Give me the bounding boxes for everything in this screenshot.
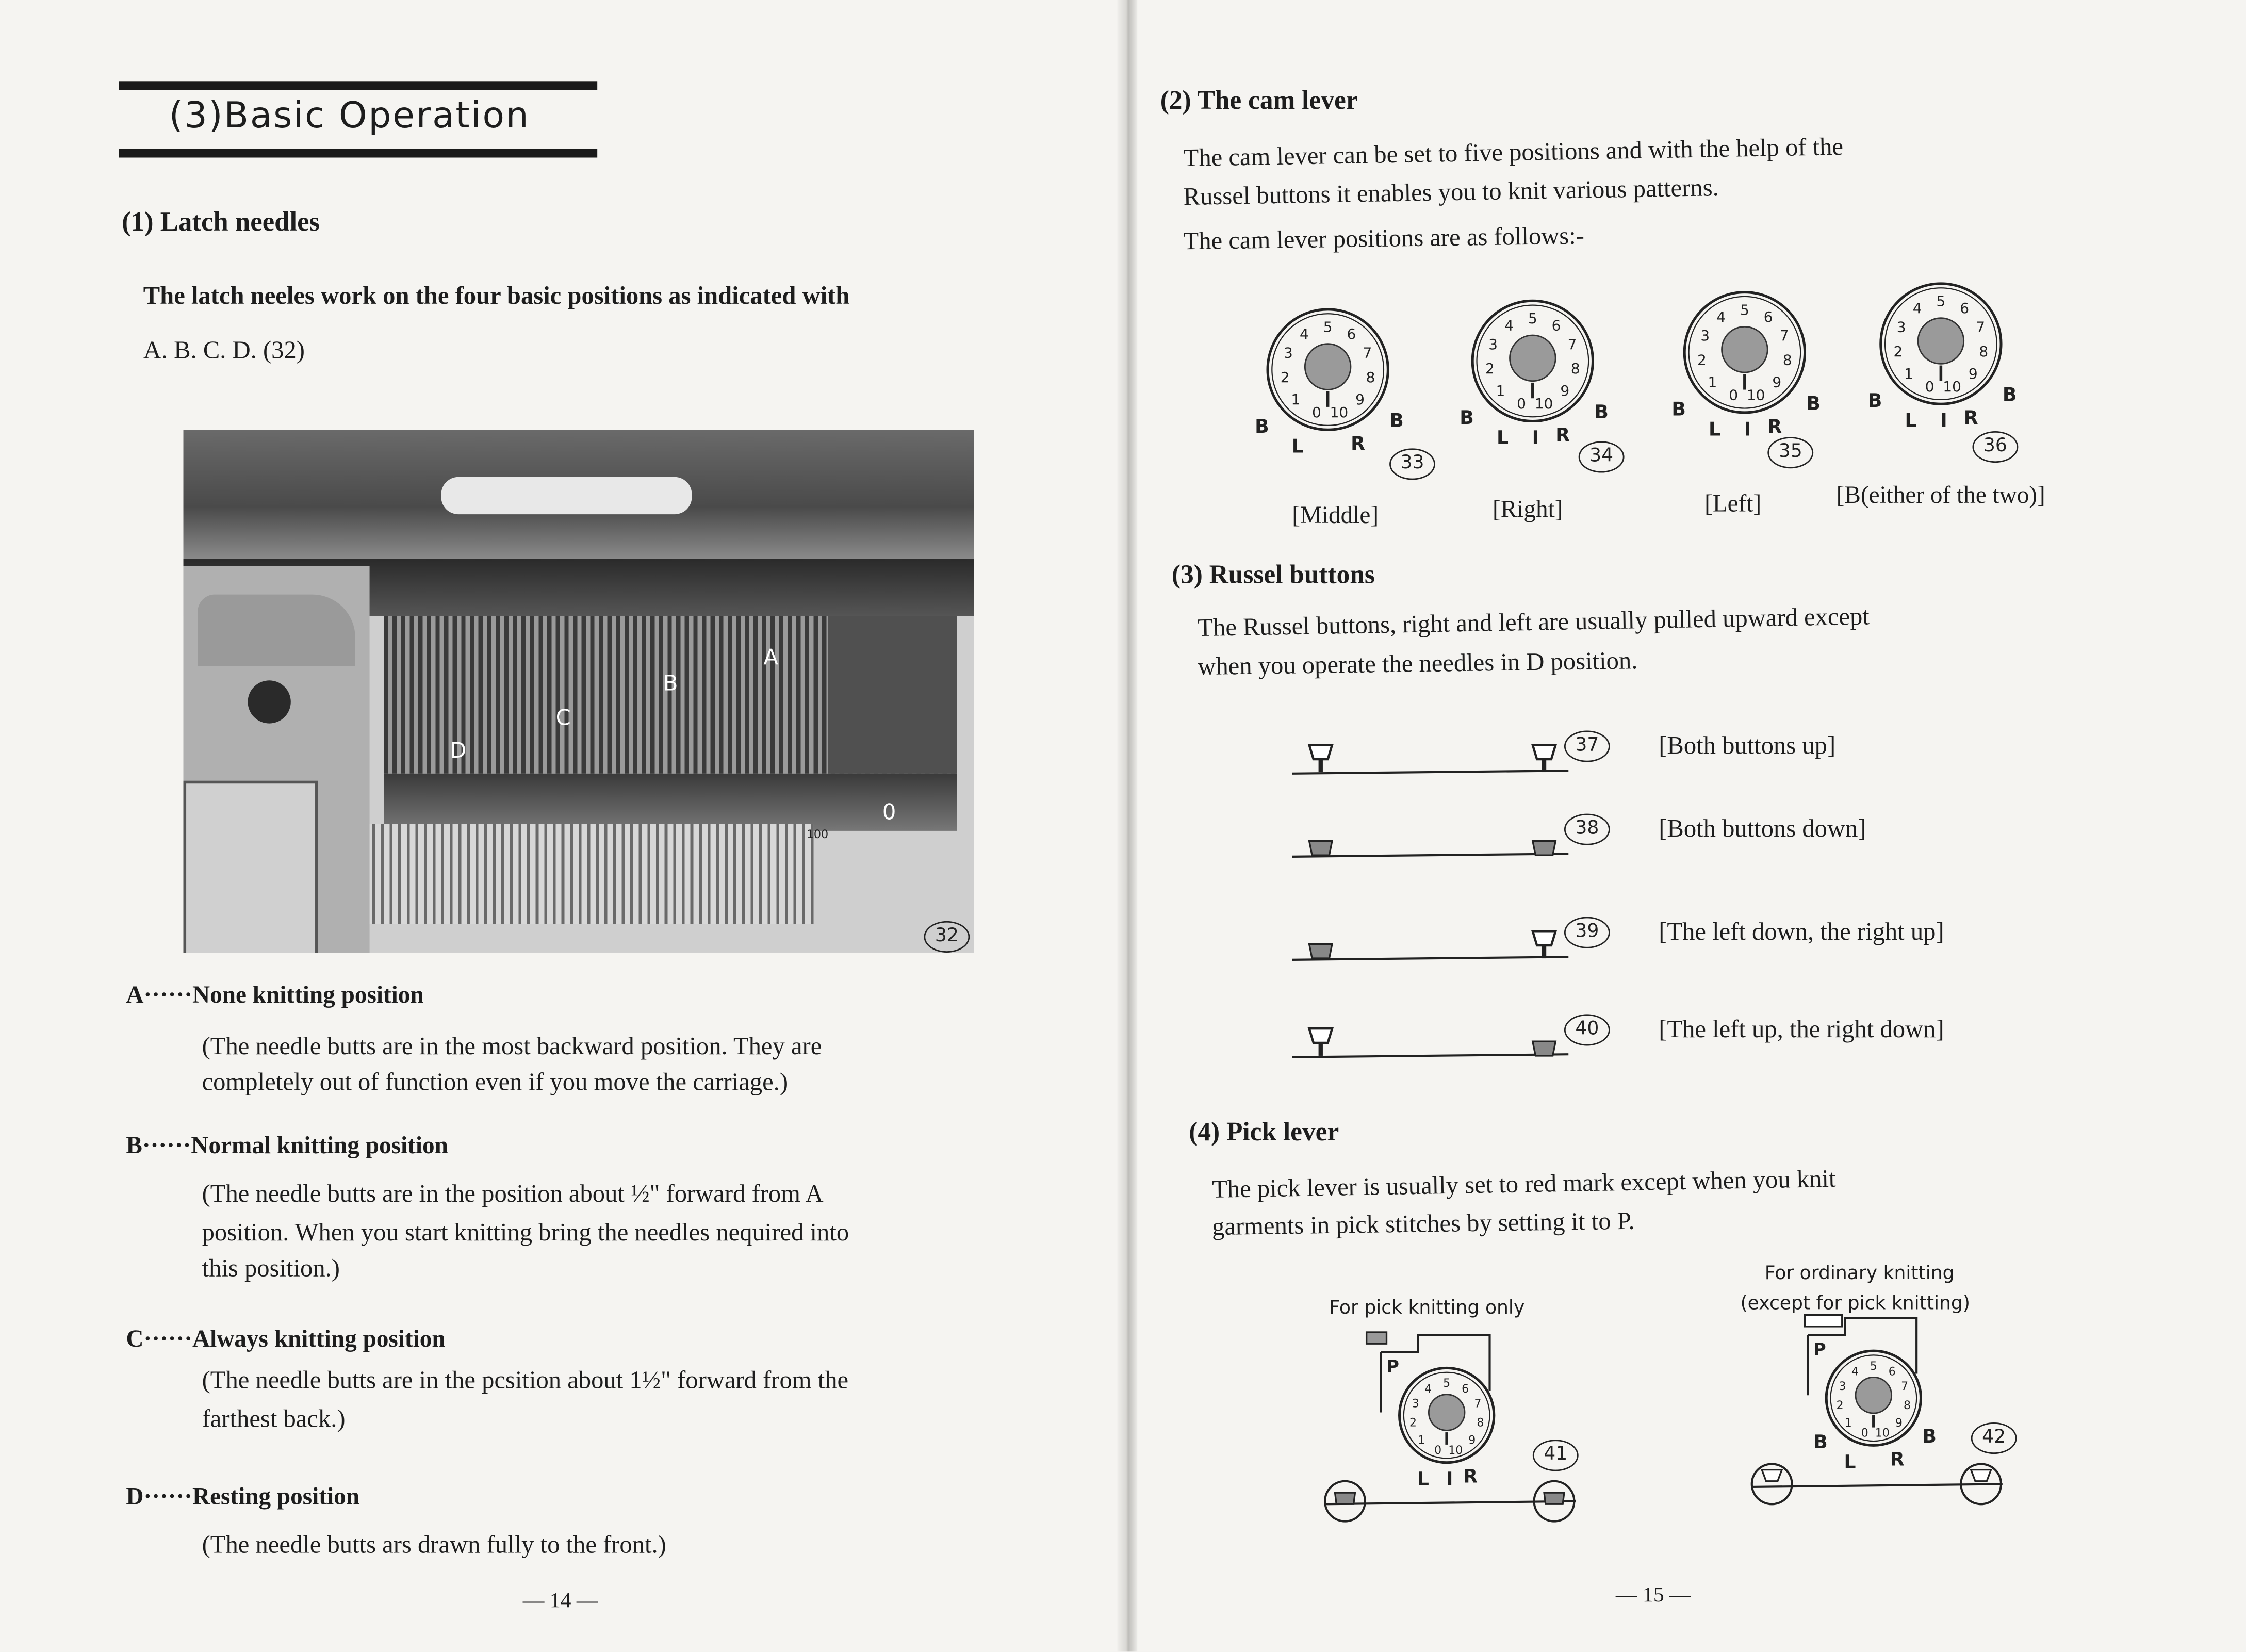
knitting-machine-photo [184, 430, 974, 953]
russel-diagram [1289, 917, 1604, 974]
position-desc-line: (The needle butts are in the position about ½" forward from A [202, 1179, 824, 1208]
pick-button-row [1325, 1473, 1611, 1530]
cam-badge-33: 33 [1389, 448, 1435, 480]
position-title-d: D······Resting position [126, 1482, 359, 1510]
dial-number: 10 [1448, 1444, 1463, 1457]
russel-button-up-icon [1533, 931, 1555, 945]
cam-line-3: The cam lever positions are as follows:- [1183, 220, 1585, 255]
dial-number: 10 [1875, 1427, 1890, 1440]
position-desc-line: completely out of function even if you move the carriage.) [202, 1067, 789, 1096]
russel-line-2: when you operate the needles in D position. [1197, 645, 1638, 681]
pick-dial-ordinary [1798, 1322, 1949, 1474]
dial-letter-l: L [1905, 409, 1917, 432]
page-number-right: — 15 — [1615, 1584, 1691, 1608]
russel-badge-38: 38 [1564, 814, 1610, 845]
pick-right-caption-1: For ordinary knitting [1764, 1263, 1955, 1285]
cam-line-1: The cam lever can be set to five positions and with the help of the [1183, 132, 1844, 172]
pick-left-caption: For pick knitting only [1329, 1298, 1525, 1319]
dial-letter-b-left: B [1671, 398, 1686, 420]
dial-number: 5 [1528, 310, 1537, 328]
cam-caption: [B(either of the two)] [1836, 481, 2045, 509]
dial-number: 5 [1740, 301, 1749, 319]
position-desc-line: (The needle butts are in the pcsition about 1½" forward from the [202, 1365, 849, 1394]
dial-number: 7 [1901, 1380, 1909, 1394]
dial-number: 9 [1968, 365, 1978, 382]
russel-badge-37: 37 [1564, 730, 1610, 762]
dial-letter-l: L [1844, 1450, 1856, 1473]
dial-number: 4 [1912, 300, 1922, 317]
dial-number: 7 [1363, 344, 1372, 362]
dial-number: 1 [1291, 390, 1301, 408]
cam-dial-34 [1444, 272, 1621, 450]
cam-dial-35 [1656, 264, 1833, 441]
cam-line-2: Russel buttons it enables you to knit various patterns. [1183, 172, 1719, 211]
dial-number: 3 [1839, 1380, 1846, 1394]
cam-dial-33 [1239, 281, 1416, 458]
section-title: (3)Basic Operation [169, 94, 530, 136]
dial-number: 7 [1567, 335, 1577, 353]
photo-end-mark: 0 [882, 799, 896, 825]
dial-number: 6 [1888, 1365, 1896, 1379]
russel-caption: [The left down, the right up] [1659, 917, 1944, 946]
title-rule-bottom [119, 149, 598, 158]
dial-number: 0 [1312, 403, 1321, 421]
dial-number: 5 [1443, 1377, 1451, 1391]
russel-button-down-icon [1309, 841, 1332, 855]
dial-number: 9 [1560, 382, 1570, 400]
position-desc-line: position. When you start knitting bring the needles nequired into [202, 1217, 849, 1247]
dial-number: 8 [1782, 351, 1792, 369]
russel-badge-39: 39 [1564, 917, 1610, 948]
dial-number: 1 [1904, 365, 1913, 382]
dial-number: 10 [1534, 395, 1553, 413]
russel-button-down-icon [1533, 1041, 1555, 1056]
dial-number: 3 [1700, 327, 1710, 345]
photo-label-d: D [450, 738, 467, 764]
dial-number: 3 [1488, 335, 1498, 353]
dial-letter-b-left: B [1255, 415, 1269, 437]
pick-lever-title: (4) Pick lever [1189, 1119, 1339, 1148]
intro-line-1: The latch neeles work on the four basic positions as indicated with [143, 281, 850, 309]
photo-label-c: C [555, 705, 571, 731]
cam-caption: [Middle] [1292, 501, 1379, 529]
intro-line-2: A. B. C. D. (32) [143, 335, 305, 364]
russel-caption: [Both buttons up] [1659, 730, 1836, 760]
russel-diagram [1289, 814, 1604, 871]
dial-number: 4 [1716, 308, 1726, 325]
dial-number: 3 [1412, 1397, 1419, 1411]
dial-number: 8 [1979, 342, 1989, 360]
dial-letter-b-right: B [1389, 409, 1404, 432]
position-title-a: A······None knitting position [126, 981, 424, 1009]
pick-p-label: P [1386, 1356, 1399, 1377]
photo-count: 100 [806, 828, 829, 841]
position-title-c: C······Always knitting position [126, 1325, 446, 1352]
russel-caption: [Both buttons down] [1659, 813, 1866, 843]
russel-caption: [The left up, the right down] [1659, 1014, 1944, 1043]
dial-number: 4 [1851, 1365, 1859, 1379]
dial-number: 9 [1468, 1434, 1476, 1447]
dial-number: 6 [1462, 1382, 1469, 1396]
russel-button-down-icon [1309, 944, 1332, 958]
dial-number: 7 [1976, 318, 1986, 336]
dial-number: 2 [1485, 360, 1495, 378]
dial-number: 0 [1434, 1444, 1442, 1457]
dial-number: 1 [1708, 373, 1717, 391]
dial-letter-r: R [1963, 406, 1978, 429]
position-title-b: B······Normal knitting position [126, 1132, 448, 1159]
dial-number: 6 [1763, 308, 1773, 325]
dial-number: 9 [1895, 1417, 1903, 1430]
dial-number: 10 [1746, 386, 1765, 404]
dial-number: 4 [1300, 325, 1309, 343]
cam-lever-title: (2) The cam lever [1160, 87, 1358, 116]
dial-number: 5 [1870, 1360, 1877, 1373]
dial-number: 6 [1347, 325, 1356, 343]
dial-letter-b-left: B [1460, 406, 1474, 429]
dial-letter-b-right: B [2002, 383, 2017, 406]
page-number-left: — 14 — [522, 1590, 598, 1613]
position-desc-line: this position.) [202, 1253, 340, 1282]
dial-letter-b-right: B [1806, 392, 1821, 415]
dial-number: 7 [1474, 1397, 1482, 1411]
title-rule-top [119, 81, 598, 90]
dial-letter-r: R [1890, 1448, 1905, 1470]
russel-button-up-icon [1533, 745, 1555, 759]
russel-badge-40: 40 [1564, 1014, 1610, 1045]
cam-caption: [Left] [1704, 489, 1762, 517]
dial-number: 5 [1936, 292, 1946, 310]
dial-number: 8 [1366, 368, 1375, 386]
position-desc-line: (The needle butts ars drawn fully to the front.) [202, 1530, 666, 1559]
dial-number: 6 [1551, 317, 1561, 334]
pick-button-row [1752, 1455, 2038, 1513]
russel-title: (3) Russel buttons [1171, 561, 1375, 591]
cam-dial-36 [1852, 255, 2029, 432]
dial-letter-i: I [1446, 1468, 1453, 1491]
dial-number: 8 [1570, 360, 1580, 378]
dial-number: 0 [1517, 395, 1526, 413]
russel-diagram [1289, 730, 1604, 788]
dial-letter-r: R [1767, 415, 1782, 437]
dial-letter-r: R [1351, 432, 1365, 455]
dial-number: 0 [1861, 1427, 1868, 1440]
dial-number: 10 [1330, 403, 1349, 421]
position-desc-line: farthest back.) [202, 1403, 346, 1433]
dial-number: 2 [1409, 1416, 1417, 1430]
dial-letter-b-right: B [1922, 1425, 1937, 1447]
dial-number: 1 [1844, 1417, 1852, 1430]
russel-button-down-icon [1533, 841, 1555, 855]
pick-p-label: P [1813, 1339, 1826, 1360]
dial-number: 2 [1697, 351, 1707, 369]
cam-badge-35: 35 [1767, 437, 1813, 468]
dial-letter-i: I [1744, 418, 1751, 440]
photo-label-a: A [763, 644, 778, 670]
dial-number: 2 [1836, 1399, 1844, 1413]
dial-number: 9 [1772, 373, 1782, 391]
dial-number: 1 [1496, 382, 1505, 400]
dial-number: 0 [1729, 386, 1739, 404]
pick-dial-pick [1371, 1339, 1522, 1491]
russel-button-up-icon [1309, 1028, 1332, 1043]
pick-right-caption-2: (except for pick knitting) [1740, 1293, 1970, 1315]
pick-badge-41: 41 [1533, 1440, 1579, 1471]
dial-letter-l: L [1417, 1468, 1429, 1491]
dial-letter-b-left: B [1813, 1430, 1828, 1453]
dial-number: 0 [1925, 378, 1934, 395]
russel-diagram [1289, 1014, 1604, 1071]
dial-letter-l: L [1496, 426, 1509, 449]
cam-badge-34: 34 [1579, 441, 1625, 472]
cam-caption: [Right] [1493, 495, 1563, 523]
photo-label-b: B [663, 670, 678, 696]
russel-line-1: The Russel buttons, right and left are usually pulled upward except [1197, 601, 1870, 642]
russel-button-up-icon [1309, 745, 1332, 759]
dial-number: 10 [1943, 378, 1961, 395]
pick-line-1: The pick lever is usually set to red mark except when you knit [1211, 1164, 1836, 1204]
dial-letter-r: R [1555, 423, 1570, 446]
dial-letter-r: R [1463, 1465, 1478, 1487]
figure-badge-32: 32 [924, 921, 970, 953]
dial-number: 4 [1504, 317, 1514, 334]
dial-number: 8 [1904, 1399, 1911, 1413]
position-desc-line: (The needle butts are in the most backward position. They are [202, 1031, 822, 1060]
cam-badge-36: 36 [1972, 431, 2018, 463]
dial-number: 8 [1477, 1416, 1484, 1430]
subsection-title: (1) Latch needles [122, 207, 320, 238]
dial-number: 1 [1418, 1434, 1425, 1447]
dial-letter-l: L [1291, 435, 1304, 457]
dial-letter-i: I [1940, 409, 1947, 432]
dial-number: 6 [1960, 300, 1970, 317]
dial-letter-b-left: B [1867, 389, 1882, 412]
dial-number: 3 [1284, 344, 1293, 362]
dial-letter-l: L [1709, 418, 1721, 440]
dial-number: 9 [1355, 390, 1365, 408]
pick-badge-42: 42 [1971, 1422, 2017, 1454]
dial-number: 4 [1424, 1382, 1432, 1396]
dial-number: 5 [1323, 318, 1333, 336]
dial-number: 2 [1280, 368, 1290, 386]
pick-line-2: garments in pick stitches by setting it to P. [1211, 1206, 1635, 1241]
dial-number: 2 [1893, 342, 1903, 360]
dial-number: 3 [1896, 318, 1906, 336]
dial-number: 7 [1779, 327, 1789, 345]
dial-letter-i: I [1532, 426, 1539, 449]
book-spine [1117, 0, 1137, 1651]
dial-letter-b-right: B [1594, 401, 1609, 423]
